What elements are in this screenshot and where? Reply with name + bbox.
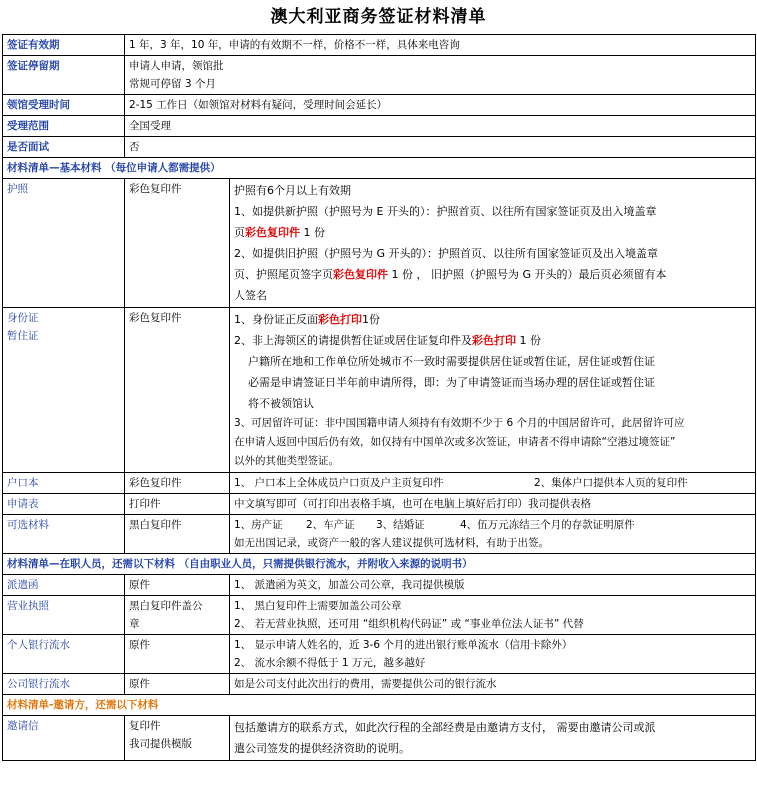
section-header-basic xyxy=(3,158,756,179)
item-label: 申请表 xyxy=(3,494,125,515)
section-title-text: 材料清单—在职人员，还需以下材料 xyxy=(7,558,175,570)
item-type-line: 黑白复印件盖公 xyxy=(129,600,203,612)
section-note: （每位申请人都需提供） xyxy=(105,162,221,174)
item-detail xyxy=(230,308,756,473)
row-idcard xyxy=(3,308,756,473)
detail-line: 如无出国记录，或资产一般的客人建议提供可选材料，有助于出签。 xyxy=(234,537,549,549)
row-dispatch-letter xyxy=(3,575,756,596)
detail-line: 1、 显示申请人姓名的，近 3-6 个月的进出银行账单流水（信用卡除外） xyxy=(234,639,573,651)
detail-text: 页 xyxy=(234,226,245,239)
detail-item: 2、车产证 xyxy=(306,519,355,531)
highlight-text: 彩色复印件 xyxy=(245,226,300,239)
detail-item: 2、集体户口提供本人页的复印件 xyxy=(534,477,688,489)
detail-item: 1、房产证 xyxy=(234,519,283,531)
item-type-line: 我司提供模版 xyxy=(129,738,192,750)
item-type: 原件 xyxy=(125,575,230,596)
detail-line: 2、 流水余额不得低于 1 万元，越多越好 xyxy=(234,657,426,669)
info-value-line: 申请人申请，领馆批 xyxy=(129,60,224,72)
item-label: 公司银行流水 xyxy=(3,674,125,695)
item-label: 护照 xyxy=(3,179,125,308)
detail-text: 1 份 xyxy=(516,334,541,347)
item-label xyxy=(3,308,125,473)
detail-line: 3、可居留许可证：非中国国籍申请人须持有有效期不少于 6 个月的中国居留许可，此居留许可应 xyxy=(234,417,685,429)
row-company-bank xyxy=(3,674,756,695)
detail-line: 以外的其他类型签证。 xyxy=(234,455,339,467)
info-row-stay xyxy=(3,56,756,95)
item-type xyxy=(125,716,230,761)
detail-line: 2、如提供旧护照（护照号为 G 开头的）：护照首页、以往所有国家签证页及出入境盖章 xyxy=(234,247,659,260)
section-title xyxy=(3,158,756,179)
item-type: 打印件 xyxy=(125,494,230,515)
section-note: （自由职业人员，只需提供银行流水，并附收入来源的说明书） xyxy=(178,558,473,570)
detail-line xyxy=(234,516,751,534)
row-passport xyxy=(3,179,756,308)
detail-text: 1 份 ， 旧护照（护照号为 G 开头的）最后页必须留有本 xyxy=(388,268,667,281)
item-detail: 中文填写即可（可打印出表格手填，也可在电脑上填好后打印）我司提供表格 xyxy=(230,494,756,515)
info-label: 签证停留期 xyxy=(3,56,125,95)
detail-line: 将不被领馆认 xyxy=(248,397,314,410)
item-type: 彩色复印件 xyxy=(125,473,230,494)
detail-line: 护照有6个月以上有效期 xyxy=(234,184,351,197)
info-label: 领馆受理时间 xyxy=(3,95,125,116)
info-row-processing xyxy=(3,95,756,116)
row-business-license xyxy=(3,596,756,635)
detail-text: 2、非上海领区的请提供暂住证或居住证复印件及 xyxy=(234,334,472,347)
section-title-text: 材料清单—基本材料 xyxy=(7,162,102,174)
info-value: 1 年，3 年，10 年，申请的有效期不一样，价格不一样，具体来电咨询 xyxy=(125,35,756,56)
item-detail xyxy=(230,179,756,308)
info-label: 受理范围 xyxy=(3,116,125,137)
item-label: 户口本 xyxy=(3,473,125,494)
detail-line: 必需是申请签证日半年前申请所得，即：为了申请签证而当场办理的居住证或暂住证 xyxy=(248,376,655,389)
info-row-interview xyxy=(3,137,756,158)
item-detail xyxy=(230,716,756,761)
detail-line: 包括邀请方的联系方式，如此次行程的全部经费是由邀请方支付， 需要由邀请公司或派 xyxy=(234,721,656,734)
item-label: 派遣函 xyxy=(3,575,125,596)
info-value: 全国受理 xyxy=(125,116,756,137)
item-type xyxy=(125,596,230,635)
detail-line: 遣公司签发的提供经济资助的说明。 xyxy=(234,742,410,755)
info-value xyxy=(125,56,756,95)
section-title: 材料清单-邀请方，还需以下材料 xyxy=(3,695,756,716)
detail-text: 1份 xyxy=(362,313,380,326)
section-header-employed xyxy=(3,554,756,575)
detail-text: 1 份 xyxy=(300,226,325,239)
item-type: 原件 xyxy=(125,674,230,695)
info-row-scope xyxy=(3,116,756,137)
detail-line xyxy=(234,309,751,330)
detail-line xyxy=(234,330,751,351)
item-label: 邀请信 xyxy=(3,716,125,761)
item-label-line: 暂住证 xyxy=(7,330,39,342)
materials-table xyxy=(2,34,756,761)
item-label: 个人银行流水 xyxy=(3,635,125,674)
item-detail xyxy=(230,473,756,494)
item-detail: 1、 派遣函为英文，加盖公司公章，我司提供模版 xyxy=(230,575,756,596)
item-type-line: 复印件 xyxy=(129,720,161,732)
detail-item: 4、伍万元冻结三个月的存款证明原件 xyxy=(460,519,635,531)
item-detail: 如是公司支付此次出行的费用，需要提供公司的银行流水 xyxy=(230,674,756,695)
info-row-validity xyxy=(3,35,756,56)
row-optional xyxy=(3,515,756,554)
info-label: 签证有效期 xyxy=(3,35,125,56)
row-hukou xyxy=(3,473,756,494)
detail-line: 2、 若无营业执照，还可用 “组织机构代码证” 或 “事业单位法人证书” 代替 xyxy=(234,618,584,630)
detail-text: 页、护照尾页签字页 xyxy=(234,268,333,281)
detail-line xyxy=(234,222,751,243)
detail-text: 1、身份证正反面 xyxy=(234,313,318,326)
item-detail xyxy=(230,596,756,635)
item-type: 彩色复印件 xyxy=(125,179,230,308)
row-form xyxy=(3,494,756,515)
detail-item: 3、结婚证 xyxy=(376,519,425,531)
item-label: 营业执照 xyxy=(3,596,125,635)
item-type: 原件 xyxy=(125,635,230,674)
detail-line xyxy=(234,264,751,285)
row-invitation-letter xyxy=(3,716,756,761)
item-label: 可选材料 xyxy=(3,515,125,554)
row-personal-bank xyxy=(3,635,756,674)
item-type: 黑白复印件 xyxy=(125,515,230,554)
item-type: 彩色复印件 xyxy=(125,308,230,473)
detail-line: 1、 黑白复印件上需要加盖公司公章 xyxy=(234,600,402,612)
info-label: 是否面试 xyxy=(3,137,125,158)
section-header-inviter xyxy=(3,695,756,716)
highlight-text: 彩色复印件 xyxy=(333,268,388,281)
info-value: 否 xyxy=(125,137,756,158)
detail-line: 人签名 xyxy=(234,289,267,302)
info-value-line: 常规可停留 3 个月 xyxy=(129,78,216,90)
detail-line: 户籍所在地和工作单位所处城市不一致时需要提供居住证或暂住证，居住证或暂住证 xyxy=(248,355,655,368)
highlight-text: 彩色打印 xyxy=(472,334,516,347)
highlight-text: 彩色打印 xyxy=(318,313,362,326)
item-type-line: 章 xyxy=(129,618,140,630)
item-label-line: 身份证 xyxy=(7,312,39,324)
detail-item: 1、 户口本上全体成员户口页及户主页复印件 xyxy=(234,477,444,489)
info-value: 2-15 工作日（如领馆对材料有疑问，受理时间会延长） xyxy=(125,95,756,116)
item-detail xyxy=(230,515,756,554)
detail-line: 1、如提供新护照（护照号为 E 开头的）：护照首页、以往所有国家签证页及出入境盖章 xyxy=(234,205,657,218)
item-detail xyxy=(230,635,756,674)
detail-line: 在申请人返回中国后仍有效，如仅持有中国单次或多次签证，申请者不得申请除“空港过境签证” xyxy=(234,436,676,448)
page-title: 澳大利亚商务签证材料清单 xyxy=(270,7,487,27)
section-title xyxy=(3,554,756,575)
